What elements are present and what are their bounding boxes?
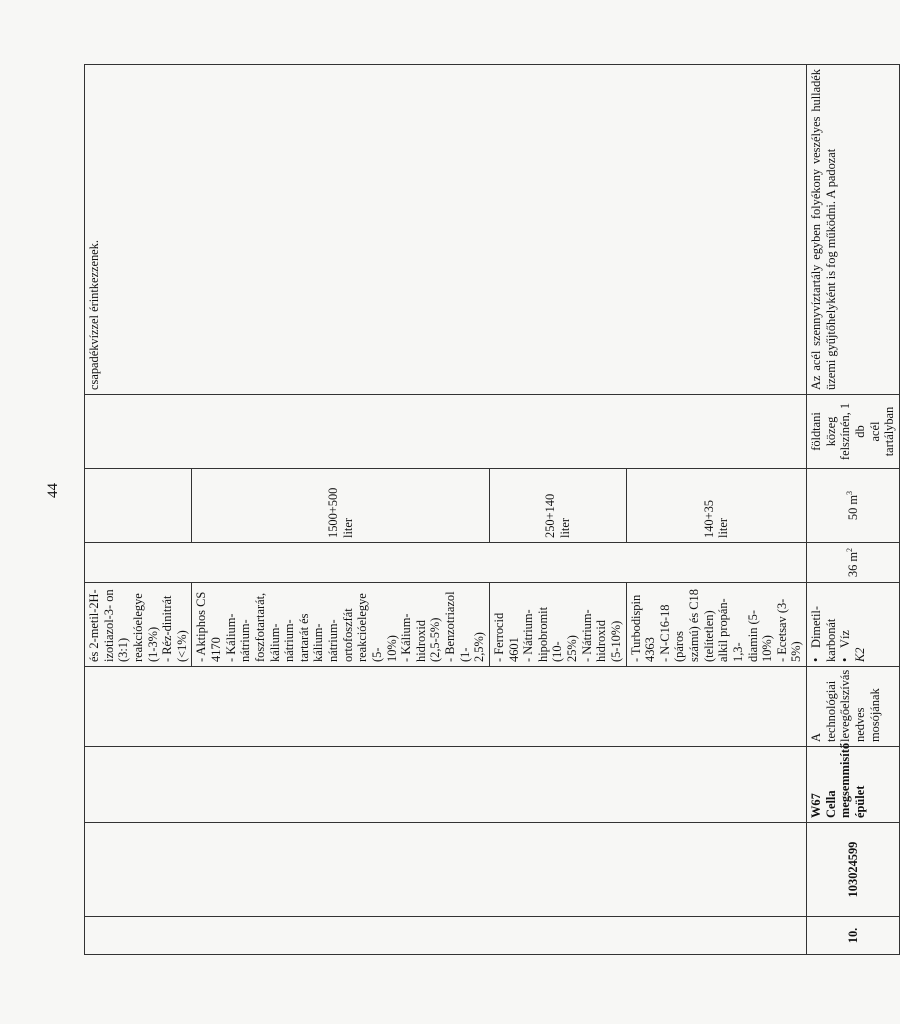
area-cell: 36 $m^2$ xyxy=(807,543,900,583)
chemicals-cell xyxy=(807,583,900,667)
note-top-cell: csapadékvízzel érintkezzenek. xyxy=(85,65,807,395)
list-item: • Víz xyxy=(838,587,853,662)
building-cell: W67 Cella megsemmisítő épület xyxy=(807,747,900,823)
list-item: K2 xyxy=(852,647,867,662)
cell-id-empty xyxy=(85,823,807,917)
rotated-table-wrapper xyxy=(84,65,897,955)
location-cell: földtani közeg felszínén, 1 db acél tartályban xyxy=(807,395,900,469)
cell-area-empty xyxy=(85,543,807,583)
page-number: 44 xyxy=(45,483,61,498)
list-item: • Dimetil-karbonát xyxy=(809,587,838,662)
volume-aktiphos-cell: 1500+500 liter xyxy=(192,469,490,543)
table-row xyxy=(85,65,192,955)
cell-number-empty xyxy=(85,917,807,955)
chem-ferrocid-cell: - Ferrocid 4601 - Nátrium- hipobromit (10- 25%) - Nátrium-hidroxid (5-10%) xyxy=(489,583,626,667)
volume-cell: 50 $m^3$ xyxy=(807,469,900,543)
note-cell: Az acél szennyvíztartály egyben folyékony veszélyes hulladék üzemi gyűjtőhelyként is fog működni. A padozat xyxy=(807,65,900,395)
chem-turbodispin-cell: - Turbodispin 4363 - N-C16-18 (páros számú) és C18 (telítetlen) alkil propán-1,3- diamin (5-10%) - Ecetsav (3-5%) xyxy=(626,583,807,667)
volume-turbodispin-cell: 140+35 liter xyxy=(626,469,807,543)
volume-ferrocid-cell: 250+140 liter xyxy=(489,469,626,543)
hazardous-storage-table xyxy=(84,64,900,955)
cell-building-empty xyxy=(85,747,807,823)
cell-location-empty xyxy=(85,395,807,469)
row-id-cell: 103024599 xyxy=(807,823,900,917)
chem-aktiphos-cell: - Aktiphos CS 4170 - Kálium-nátrium- foszfotartarát, kálium-nátrium- tartarát és kálium- nátrium-ortofoszfát reakcióelegye (5- 10%) - Kálium-hidroxid (2,5-5%) - Benzotriazol (1- 2,5%) xyxy=(192,583,490,667)
cell-volume-empty xyxy=(85,469,192,543)
cell-purpose-empty xyxy=(85,667,807,747)
purpose-cell: A technológiai levegőelszívás nedves mosójának xyxy=(807,667,900,747)
row-number-cell: 10. xyxy=(807,917,900,955)
table-row-10 xyxy=(807,65,900,955)
chem-continued-cell: és 2-metil-2H- izotiazol-3- on (3:1) reakcióelegye (1-3%) - Réz-dinitrát (<1%) xyxy=(85,583,192,667)
